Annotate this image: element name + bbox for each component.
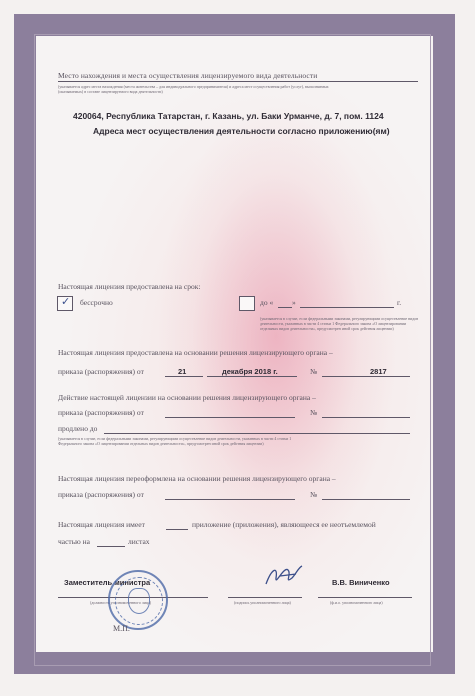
basis-number-line <box>322 376 410 377</box>
reissue-date-line <box>165 499 295 500</box>
signature-line <box>228 597 302 598</box>
appendix-count-line <box>166 529 188 530</box>
extension-order-label: приказа (распоряжения) от <box>58 408 144 417</box>
appendix-pages-end: листах <box>128 537 150 546</box>
location-note: (указывается адрес места нахождения (места жительства – для индивидуального предпринимателя) и адреса мест осуществления работ (услуг), выполняемых (оказываемых) в составе лицензируемого вида деятельности) <box>58 84 329 94</box>
until-prefix: до « <box>260 298 274 307</box>
prolonged-label: продлено до <box>58 424 98 433</box>
basis-day-line <box>165 376 203 377</box>
indefinite-checkbox[interactable] <box>57 296 73 311</box>
basis-order-label: приказа (распоряжения) от <box>58 367 144 376</box>
extension-date-line <box>165 417 295 418</box>
prolonged-line <box>104 433 410 434</box>
appendix-pages-start: частью на <box>58 537 90 546</box>
extension-heading: Действие настоящей лицензии на основании решения лицензирующего органа – <box>58 393 316 402</box>
until-mid: » <box>292 298 296 307</box>
basis-number-label: № <box>310 367 318 376</box>
position-note: (должность уполномоченного лица) <box>90 600 152 605</box>
indefinite-label: бессрочно <box>80 298 113 307</box>
address-appendix-line: Адреса мест осуществления деятельности согласно приложению(ям) <box>93 126 390 136</box>
extension-number-line <box>322 417 410 418</box>
name-note: (ф.и.о. уполномоченного лица) <box>330 600 383 605</box>
basis-number: 2817 <box>370 367 387 376</box>
address-line: 420064, Республика Татарстан, г. Казань, ул. Баки Урманче, д. 7, пом. 1124 <box>73 111 384 121</box>
basis-month-line <box>207 376 297 377</box>
term-note: (указывается в случае, если федеральными законами, регулирующими осуществление видов деятельности, указанных в части 4 статьи 1 Федерального закона «О лицензировании отдельных видов деятельности», предусмотрен иной срок действия лицензии) <box>260 316 419 331</box>
basis-day: 21 <box>178 367 187 376</box>
appendix-pages-line <box>97 546 125 547</box>
location-underline <box>58 81 418 82</box>
term-label: Настоящая лицензия предоставлена на срок: <box>58 282 201 291</box>
reissue-order-label: приказа (распоряжения) от <box>58 490 144 499</box>
signer-position: Заместитель министра <box>64 578 151 587</box>
reissue-heading: Настоящая лицензия переоформлена на основании решения лицензирующего органа – <box>58 474 336 483</box>
official-seal <box>108 570 168 630</box>
signature-note: (подпись уполномоченного лица) <box>234 600 291 605</box>
handwritten-signature <box>262 560 306 590</box>
checkmark-icon: ✓ <box>61 295 71 308</box>
reissue-number-label: № <box>310 490 318 499</box>
extension-number-label: № <box>310 408 318 417</box>
signer-name: В.В. Виниченко <box>332 578 390 587</box>
reissue-number-line <box>322 499 410 500</box>
until-day-line <box>278 307 292 308</box>
until-suffix: г. <box>397 298 402 307</box>
appendix-line-end: приложение (приложения), являющееся ее неотъемлемой <box>192 520 376 529</box>
until-date-line <box>300 307 394 308</box>
name-line <box>318 597 412 598</box>
stamp-place-label: М.П. <box>113 624 130 633</box>
until-checkbox[interactable] <box>239 296 255 311</box>
basis-month-year: декабря 2018 г. <box>222 367 278 376</box>
location-heading: Место нахождения и места осуществления лицензируемого вида деятельности <box>58 71 318 80</box>
extension-note: (указывается в случае, если федеральными законами, регулирующими осуществление видов деятельности, указанных в части 4 статьи 1 Федерального закона «О лицензировании отдельных видов деятельности», предусмотрен иной срок действия лицензии) <box>58 436 292 446</box>
basis-heading: Настоящая лицензия предоставлена на основании решения лицензирующего органа – <box>58 348 333 357</box>
appendix-line-start: Настоящая лицензия имеет <box>58 520 145 529</box>
